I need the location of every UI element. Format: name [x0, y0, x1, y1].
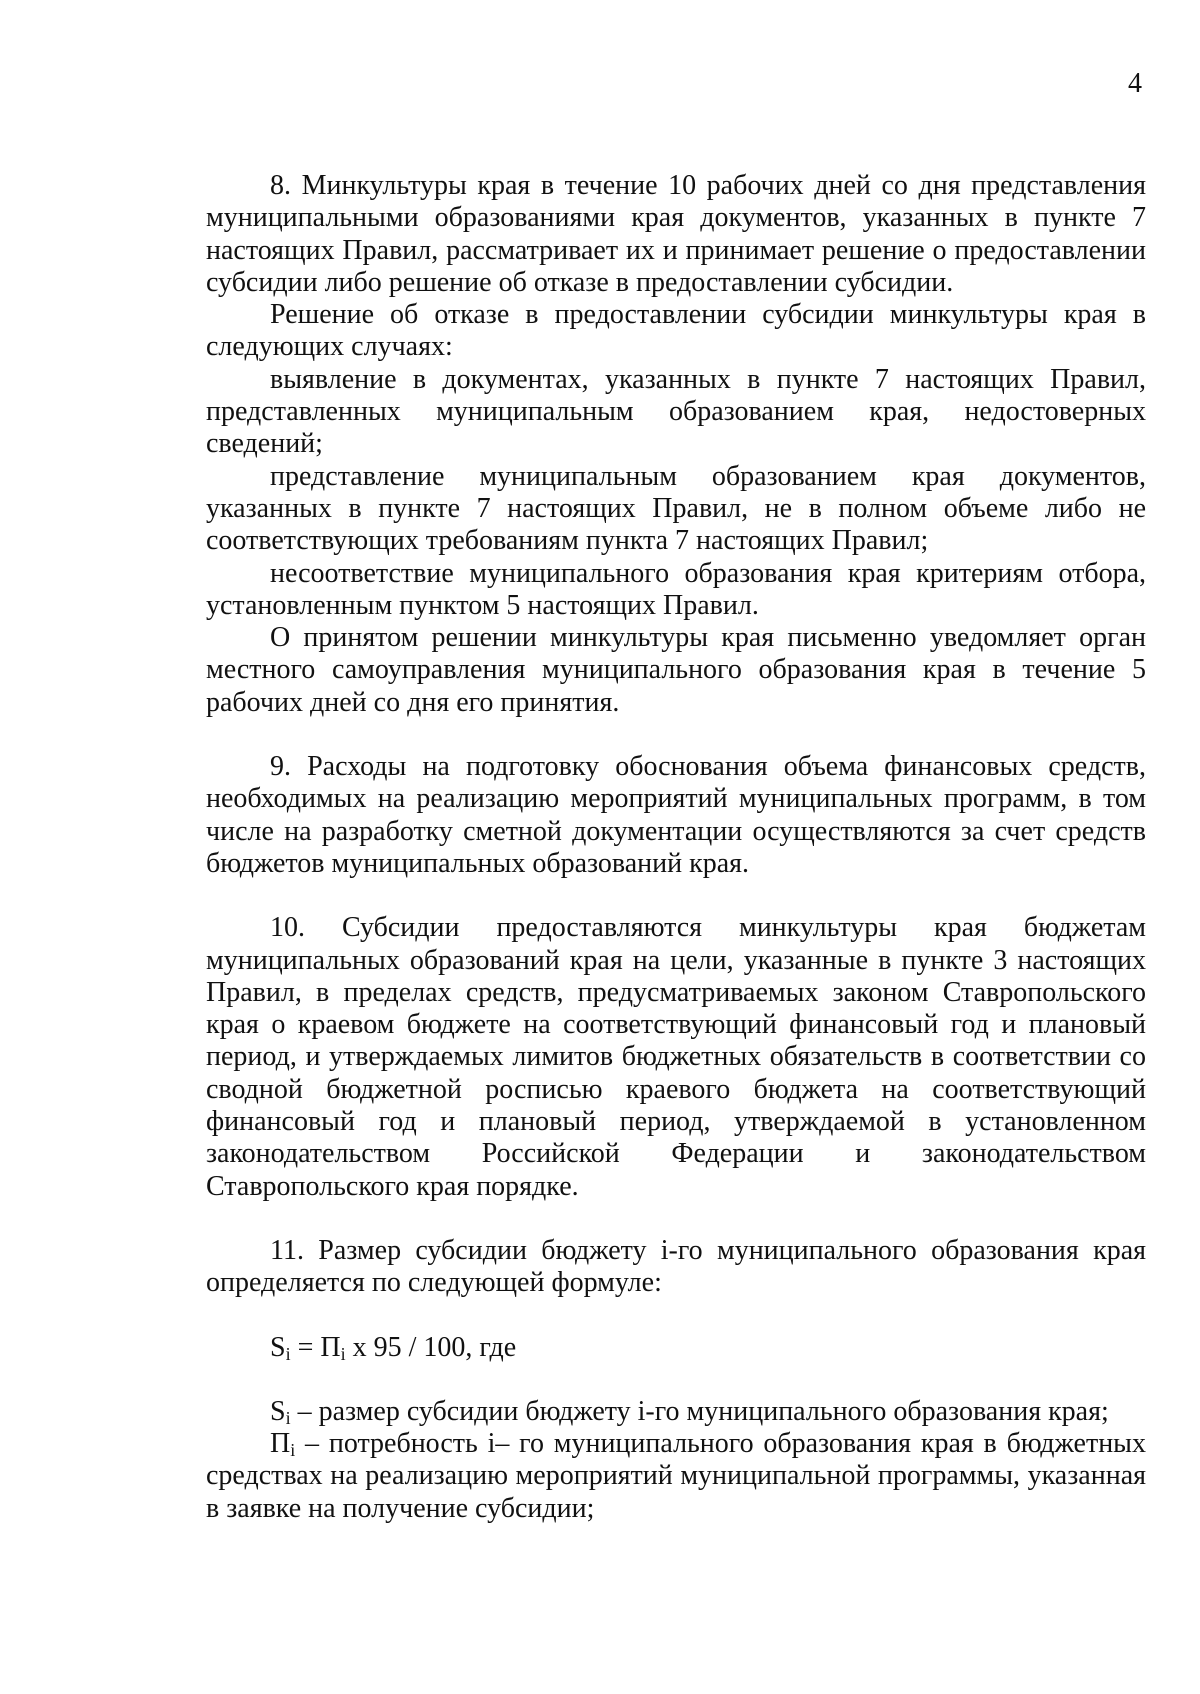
subsidy-formula — [206, 1332, 1146, 1364]
paragraph-9: 9. Расходы на подготовку обоснования объема финансовых средств, необходимых на реализацию мероприятий муниципальных программ, в том числе на разработку сметной документации осуществляются за счет средств бюджетов муниципальных образований края. — [206, 751, 1146, 879]
definition-s-text: – размер субсидии бюджету i-го муниципального образования края; — [290, 1395, 1109, 1427]
formula-p-subscript: i — [340, 1343, 346, 1364]
definition-s-subscript: i — [285, 1407, 291, 1428]
paragraph-8-notice: О принятом решении минкультуры края письменно уведомляет орган местного самоуправления муниципального образования края в течение 5 рабочих дней со дня его принятия. — [206, 622, 1146, 718]
definition-p-symbol: П — [270, 1428, 291, 1460]
paragraph-8-case-1: выявление в документах, указанных в пункте 7 настоящих Правил, представленных муниципальным образованием края, недостоверных сведений; — [206, 363, 1146, 460]
formula-rest: х 95 / 100, где — [345, 1331, 517, 1363]
paragraph-8-case-2: представление муниципальным образованием края документов, указанных в пункте 7 настоящих Правил, не в полном объеме либо не соответствующих требованиям пункта 7 настоящих Правил; — [206, 460, 1146, 557]
paragraph-8-case-3: несоответствие муниципального образования края критериям отбора, установленным пунктом 5 настоящих Правил. — [206, 557, 1146, 621]
document-body — [206, 170, 1146, 1525]
paragraph-8: 8. Минкультуры края в течение 10 рабочих дней со дня представления муниципальными образованиями края документов, указанных в пункте 7 настоящих Правил, рассматривает их и принимает решение о предоставлении субсидии либо решение об отказе в предоставлении субсидии. — [206, 170, 1146, 298]
formula-s-subscript: i — [285, 1343, 291, 1364]
paragraph-11: 11. Размер субсидии бюджету i-го муниципального образования края определяется по следующей формуле: — [206, 1234, 1146, 1299]
definition-p-subscript: i — [290, 1440, 296, 1461]
formula-s-symbol: S — [270, 1331, 286, 1363]
definition-p-text: – потребность i– го муниципального образования края в бюджетных средствах на реализацию мероприятий муниципальной программы, указанная в заявке на получение субсидии; — [206, 1428, 1146, 1524]
definition-p — [206, 1428, 1146, 1525]
formula-p-symbol: П — [320, 1331, 341, 1363]
formula-equals: = — [290, 1331, 321, 1363]
paragraph-10: 10. Субсидии предоставляются минкультуры края бюджетам муниципальных образований края на цели, указанные в пункте 3 настоящих Правил, в пределах средств, предусматриваемых законом Ставропольского края о краевом бюджете на соответствующий финансовый год и плановый период, и утверждаемых лимитов бюджетных обязательств в соответствии со сводной бюджетной росписью краевого бюджета на соответствующий финансовый год и плановый период, утверждаемой в установленном законодательством Российской Федерации и законодательством Ставропольского края порядке. — [206, 912, 1146, 1202]
definition-s — [206, 1396, 1146, 1428]
page-number: 4 — [1128, 68, 1142, 99]
definition-s-symbol: S — [270, 1395, 286, 1427]
paragraph-8-refusal: Решение об отказе в предоставлении субсидии минкультуры края в следующих случаях: — [206, 299, 1146, 363]
